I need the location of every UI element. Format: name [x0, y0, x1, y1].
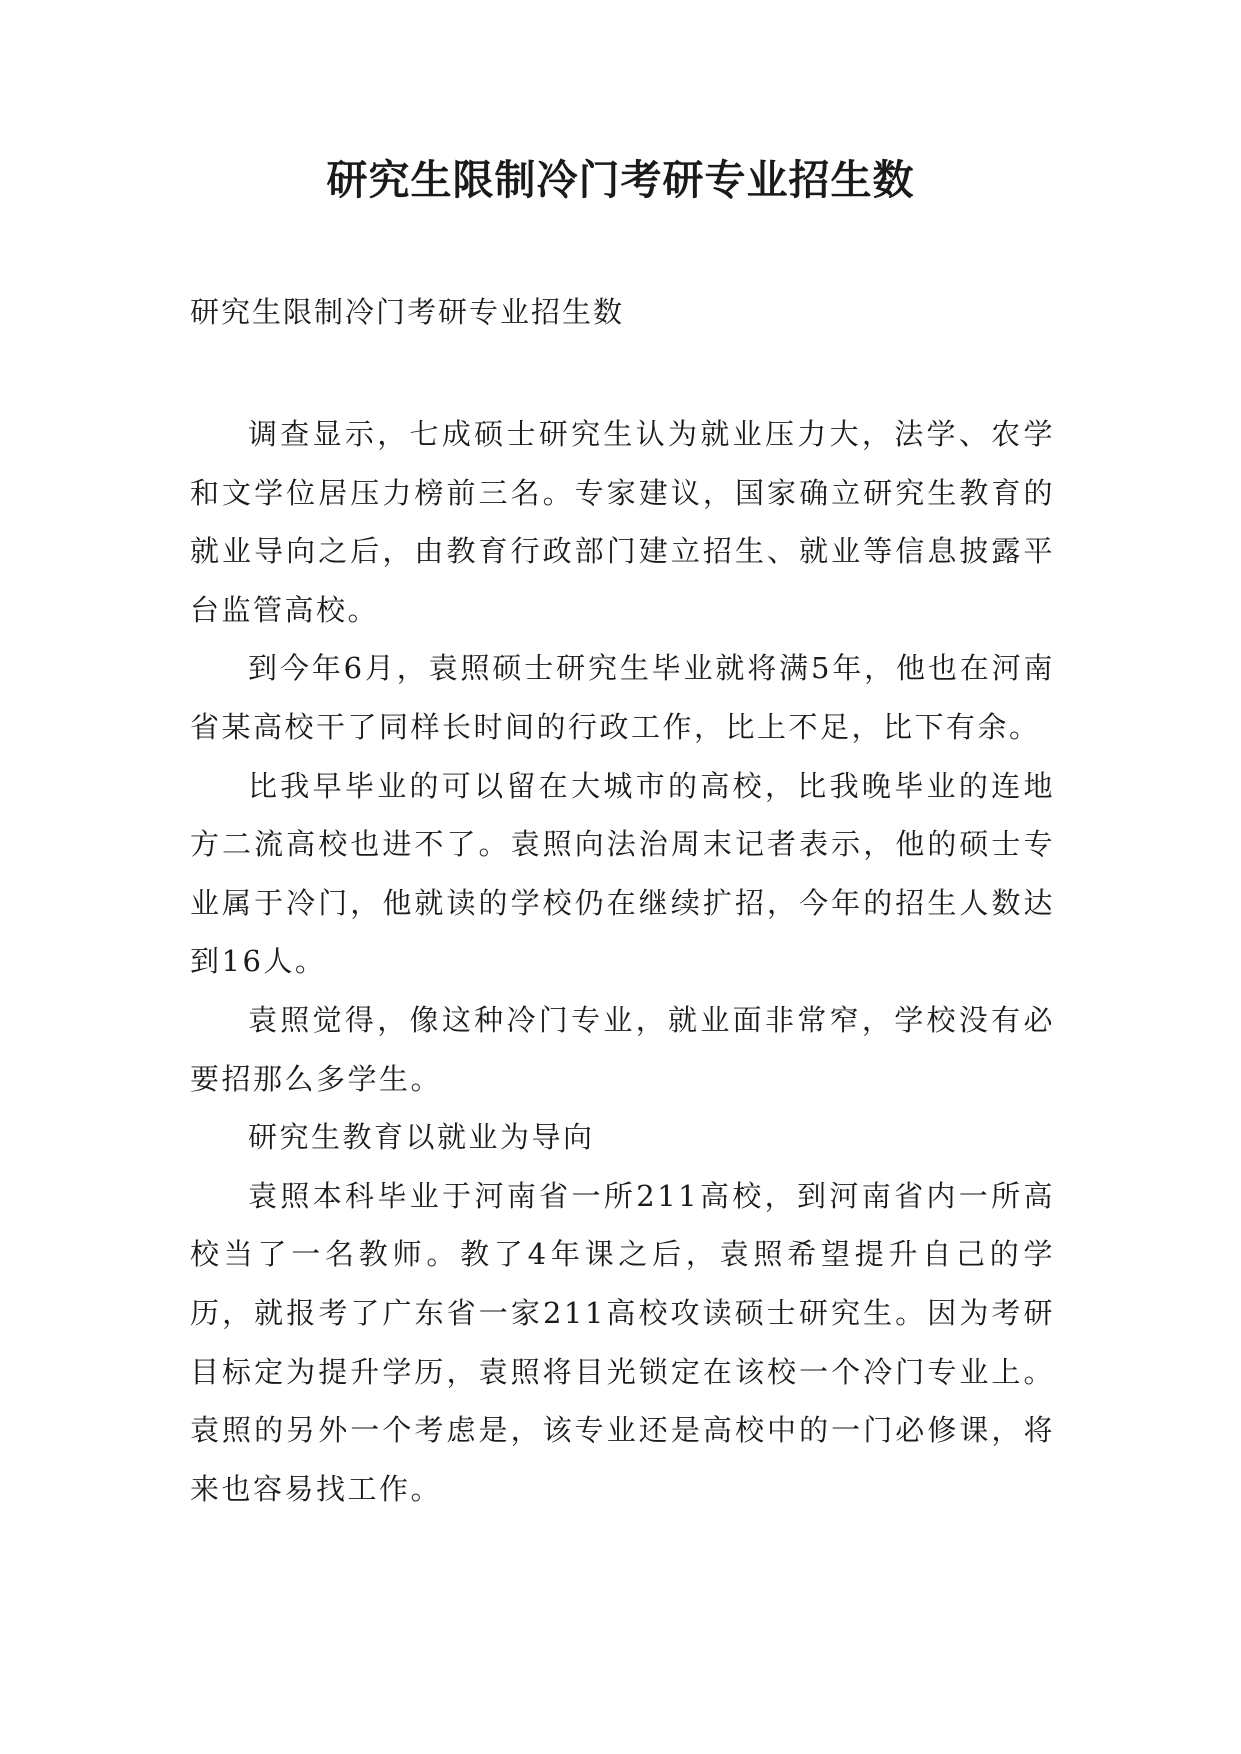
paragraph-2: 到今年6月，袁照硕士研究生毕业就将满5年，他也在河南省某高校干了同样长时间的行政工作，比上不足，比下有余。	[190, 651, 1055, 744]
document-subtitle: 研究生限制冷门考研专业招生数	[190, 295, 625, 329]
paragraph-5: 袁照本科毕业于河南省一所211高校，到河南省内一所高校当了一名教师。教了4年课之后，袁照希望提升自己的学历，就报考了广东省一家211高校攻读硕士研究生。因为考研目标定为提升学历，袁照将目光锁定在该校一个冷门专业上。袁照的另外一个考虑是，该专业还是高校中的一门必修课，将来也容易找工作。	[190, 1178, 1055, 1506]
document-body	[190, 405, 1055, 1518]
section-heading: 研究生教育以就业为导向	[248, 1120, 595, 1155]
document-title: 研究生限制冷门考研专业招生数	[326, 156, 915, 204]
paragraph-4: 袁照觉得，像这种冷门专业，就业面非常窄，学校没有必要招那么多学生。	[190, 1002, 1055, 1096]
paragraph-1: 调查显示，七成硕士研究生认为就业压力大，法学、农学和文学位居压力榜前三名。专家建议，国家确立研究生教育的就业导向之后，由教育行政部门建立招生、就业等信息披露平台监管高校。	[190, 417, 1055, 627]
paragraph-3: 比我早毕业的可以留在大城市的高校，比我晚毕业的连地方二流高校也进不了。袁照向法治周末记者表示，他的硕士专业属于冷门，他就读的学校仍在继续扩招，今年的招生人数达到16人。	[190, 768, 1055, 979]
